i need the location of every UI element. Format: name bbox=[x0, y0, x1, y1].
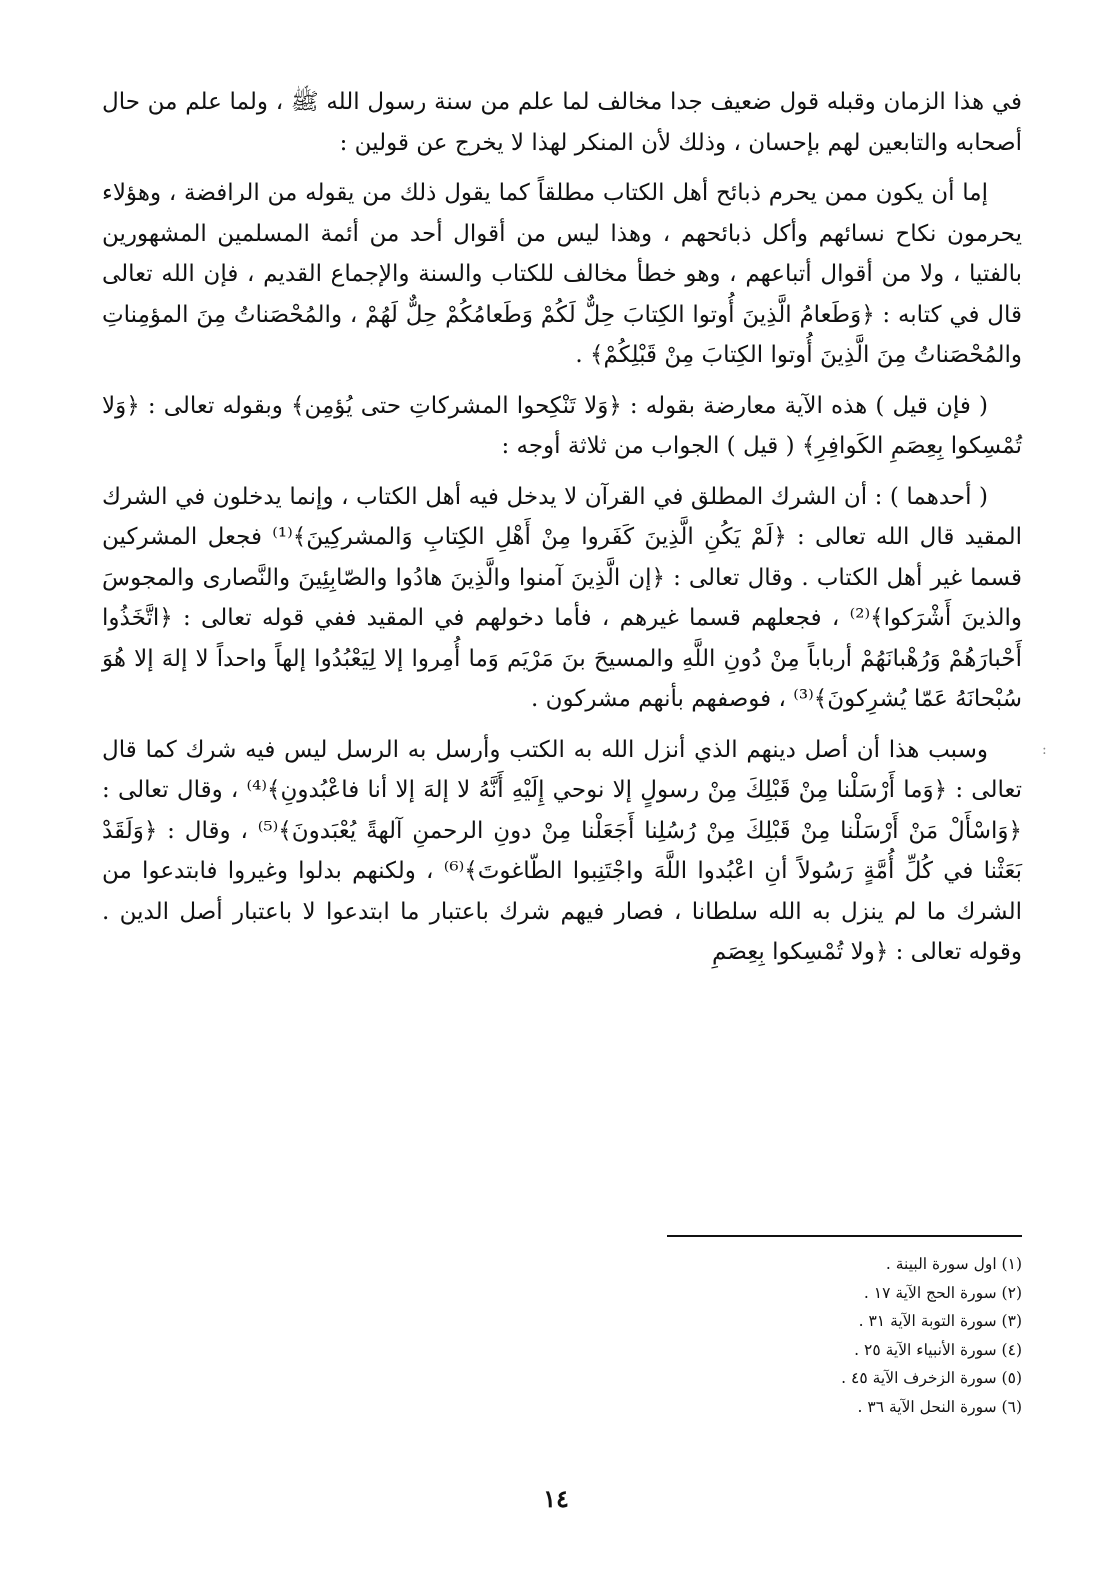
footnote-1: (١) اول سورة البينة . bbox=[885, 1255, 1022, 1273]
body-text bbox=[102, 82, 1022, 973]
footnote-3: (٣) سورة التوبة الآية ٣١ . bbox=[858, 1312, 1022, 1330]
footnote-5: (٥) سورة الزخرف الآية ٤٥ . bbox=[841, 1369, 1022, 1387]
page-number: ١٤ bbox=[543, 1484, 569, 1513]
paragraph-4: ( أحدهما ) : أن الشرك المطلق في القرآن لا يدخل فيه أهل الكتاب ، وإنما يدخلون في الشرك المقيد قال الله تعالى : ﴿لَمْ يَكُنِ الَّذِينَ كَفَروا مِنْ أَهْلِ الكِتابِ وَالمشركِينَ﴾⁽¹⁾ فجعل المشركين قسما غير أهل الكتاب . وقال تعالى : ﴿إن الَّذِينَ آمنوا والَّذِينَ هادُوا والصّابِئِينَ والنَّصارى والمجوسَ والذينَ أَشْرَكوا﴾⁽²⁾ ، فجعلهم قسما غيرهم ، فأما دخولهم في المقيد ففي قوله تعالى : ﴿اتَّخَذُوا أَحْبارَهُمْ وَرُهْبانَهُمْ أرباباً مِنْ دُونِ اللَّهِ والمسيحَ بنَ مَرْيَم وَما أُمِروا إلا لِيَعْبُدُوا إلهاً واحداً لا إلهَ إلا هُوَ سُبْحانَهُ عَمّا يُشرِكونَ﴾⁽³⁾ ، فوصفهم بأنهم مشركون . bbox=[102, 483, 1023, 712]
paragraph-5: وسبب هذا أن أصل دينهم الذي أنزل الله به الكتب وأرسل به الرسل ليس فيه شرك كما قال تعالى : ﴿وَما أَرْسَلْنا مِنْ قَبْلِكَ مِنْ رسولٍ إلا نوحي إِلَيْهِ أَنَّهُ لا إلهَ إلا أنا فاعْبُدونِ﴾⁽⁴⁾ ، وقال تعالى : ﴿وَاسْأَلْ مَنْ أَرْسَلْنا مِنْ قَبْلِكَ مِنْ رُسُلِنا أَجَعَلْنا مِنْ دونِ الرحمنِ آلهةً يُعْبَدونَ﴾⁽⁵⁾ ، وقال : ﴿وَلَقَدْ بَعَثْنا في كُلِّ أُمَّةٍ رَسُولاً أنِ اعْبُدوا اللَّهَ واجْتَنِبوا الطّاغوتَ﴾⁽⁶⁾ ، ولكنهم بدلوا وغيروا فابتدعوا من الشرك ما لم ينزل به الله سلطانا ، فصار فيهم شرك باعتبار ما ابتدعوا لا باعتبار أصل الدين . وقوله تعالى : ﴿ولا تُمْسِكوا بِعِصَمِ bbox=[102, 736, 1023, 965]
footnote-6: (٦) سورة النحل الآية ٣٦ . bbox=[857, 1397, 1022, 1416]
footnote-4: (٤) سورة الأنبياء الآية ٢٥ . bbox=[854, 1340, 1022, 1359]
paragraph-1: في هذا الزمان وقبله قول ضعيف جدا مخالف لما علم من سنة رسول الله ﷺ ، ولما علم من حال أصحابه والتابعين لهم بإحسان ، وذلك لأن المنكر لهذا لا يخرج عن قولين : bbox=[102, 89, 1022, 156]
footnote-2: (٢) سورة الحج الآية ١٧ . bbox=[863, 1283, 1022, 1302]
paragraph-3: ( فإن قيل ) هذه الآية معارضة بقوله : ﴿وَلا تَنْكِحوا المشركاتِ حتى يُؤمِن﴾ وبقوله تعالى : ﴿وَلا تُمْسِكوا بِعِصَمِ الكَوافِرِ﴾ ( قيل ) الجواب من ثلاثة أوجه : bbox=[102, 392, 1022, 459]
footnote-divider bbox=[667, 1235, 1022, 1237]
paragraph-2: إما أن يكون ممن يحرم ذبائح أهل الكتاب مطلقاً كما يقول ذلك من يقوله من الرافضة ، وهؤلاء يحرمون نكاح نسائهم وأكل ذبائحهم ، وهذا ليس من أقوال أحد من أئمة المسلمين المشهورين بالفتيا ، ولا من أقوال أتباعهم ، وهو خطأ مخالف للكتاب والسنة والإجماع القديم ، فإن الله تعالى قال في كتابه : ﴿وَطَعامُ الَّذِينَ أُوتوا الكِتابَ حِلٌّ لَكُمْ وَطَعامُكُمْ حِلٌّ لَهُمْ ، والمُحْصَناتُ مِنَ المؤمِناتِ والمُحْصَناتُ مِنَ الَّذِينَ أُوتوا الكِتابَ مِنْ قَبْلِكُمْ﴾ . bbox=[102, 180, 1022, 368]
margin-mark: : bbox=[1042, 742, 1047, 758]
footnotes bbox=[102, 1250, 1022, 1421]
